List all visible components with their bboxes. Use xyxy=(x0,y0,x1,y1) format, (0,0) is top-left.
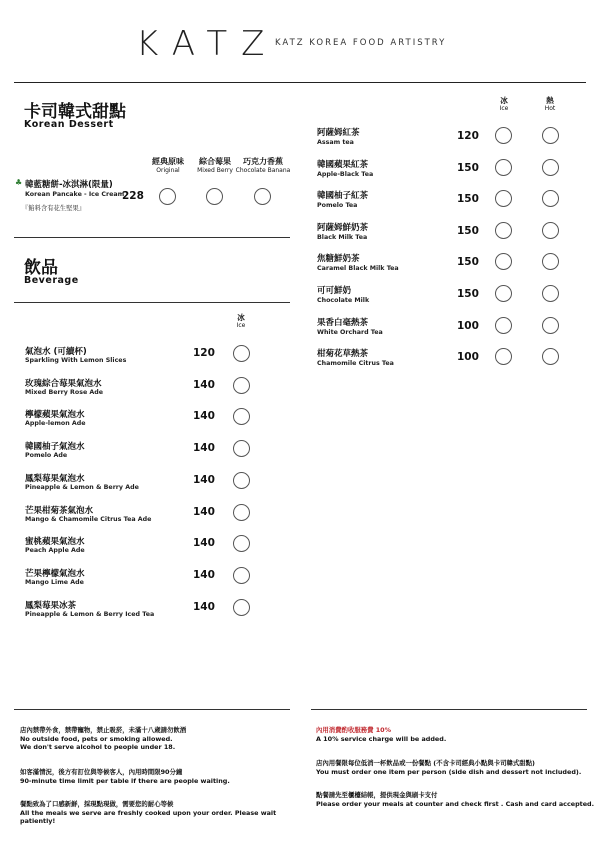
beverage-ice-checkbox[interactable] xyxy=(233,535,250,552)
dessert-item-en: Korean Pancake - Ice Cream xyxy=(25,191,125,198)
tea-name-en: Chocolate Milk xyxy=(317,297,370,304)
tea-name-cn: 焦糖鮮奶茶 xyxy=(317,254,360,265)
beverage-name-cn: 芒果檸檬氣泡水 xyxy=(25,568,85,579)
tea-name-cn: 韓國柚子紅茶 xyxy=(317,191,369,202)
beverage-name-en: Pineapple & Lemon & Berry Ade xyxy=(25,483,139,491)
beverage-ice-column-label: 冰 Ice xyxy=(236,313,246,329)
header-divider xyxy=(14,82,586,83)
dessert-item-note: 『餡料含有花生堅果』 xyxy=(22,205,85,212)
tea-ice-checkbox[interactable] xyxy=(495,348,512,365)
beverage-price: 140 xyxy=(193,410,215,423)
tea-name-cn: 阿薩姆紅茶 xyxy=(317,128,360,138)
beverage-name-cn: 氣泡水 (可續杯) xyxy=(25,347,87,357)
footer-divider-left xyxy=(14,709,290,710)
tea-name-en: Black Milk Tea xyxy=(317,233,368,241)
beverage-name-cn: 芒果柑菊茶氣泡水 xyxy=(25,505,94,516)
beverage-name-en: Mixed Berry Rose Ade xyxy=(25,388,104,396)
beverage-name-en: Sparkling With Lemon Slices xyxy=(25,357,127,364)
tea-hot-column-label: 熱 Hot xyxy=(544,96,556,112)
tea-name-cn: 可可鮮奶 xyxy=(317,286,352,296)
beverage-name-en: Peach Apple Ade xyxy=(25,547,85,555)
tea-ice-column-label: 冰 Ice xyxy=(499,96,509,112)
tea-price: 150 xyxy=(457,224,479,237)
tea-name-cn: 阿薩姆鮮奶茶 xyxy=(317,222,369,233)
notice-no-outside-food: 店內禁帶外食，禁帶寵物，禁止吸菸，未滿十八歲請勿飲酒 No outside food, pets or smoking allowed. We don't serve alcohol to people under 18. xyxy=(20,726,187,751)
tea-ice-checkbox[interactable] xyxy=(495,190,512,207)
beverage-name-cn: 韓國柚子氣泡水 xyxy=(25,442,85,453)
tea-name-cn: 韓國蘋果紅茶 xyxy=(317,159,369,170)
beverage-price: 140 xyxy=(193,568,215,581)
tea-price: 150 xyxy=(457,161,479,174)
beverage-price: 140 xyxy=(193,537,215,550)
beverage-name-en: Mango & Chamomile Citrus Tea Ade xyxy=(25,515,152,523)
beverage-name-en: Mango Lime Ade xyxy=(25,578,84,586)
notice-time-limit: 如客滿情況，後方有訂位與等候客人，內用時間限90分鐘 90-minute time limit per table if there are people waiting. xyxy=(20,768,230,785)
dessert-title-en: Korean Dessert xyxy=(24,119,114,130)
tea-price: 120 xyxy=(457,130,479,142)
tea-ice-checkbox[interactable] xyxy=(495,127,512,144)
option-label-chocolate-banana: 巧克力香蕉 Chocolate Banana xyxy=(235,157,291,174)
notice-fresh-cooked: 餐點致為了口感新鮮，採現點現做，需要您的耐心等候 All the meals we serve are freshly cooked upon your order. Please wait patiently! xyxy=(20,800,277,825)
beverage-name-en: Pineapple & Lemon & Berry Iced Tea xyxy=(25,610,155,618)
tea-price: 100 xyxy=(457,319,479,332)
section-divider xyxy=(14,237,290,238)
notice-service-charge: 內用消費酌收服務費 10% A 10% service charge will be added. xyxy=(316,726,447,743)
tea-ice-checkbox[interactable] xyxy=(495,253,512,270)
tea-hot-checkbox[interactable] xyxy=(542,127,559,144)
tea-hot-checkbox[interactable] xyxy=(542,348,559,365)
option-label-mixed-berry: 綜合莓果 Mixed Berry xyxy=(197,157,233,174)
beverage-price: 140 xyxy=(193,442,215,455)
beverage-name-en: Pomelo Ade xyxy=(25,452,68,460)
tea-hot-checkbox[interactable] xyxy=(542,285,559,302)
tea-name-cn: 柑菊花草熱茶 xyxy=(317,349,369,360)
beverage-name-en: Apple-lemon Ade xyxy=(25,420,86,428)
notice-minimum-order: 店內用餐限每位低消一杯飲品或一份餐點 (不含卡司經典小點與卡司韓式甜點) You must order one item per person (side dish and dessert not included). xyxy=(316,759,582,776)
tea-ice-checkbox[interactable] xyxy=(495,222,512,239)
tea-hot-checkbox[interactable] xyxy=(542,159,559,176)
beverage-price: 140 xyxy=(193,378,215,391)
section-divider xyxy=(14,302,290,303)
dessert-item-cn: 韓藍糖餅-冰淇淋(限量) xyxy=(25,180,113,190)
tea-price: 100 xyxy=(457,351,479,364)
dessert-title-cn: 卡司韓式甜點 xyxy=(24,102,126,122)
beverage-ice-checkbox[interactable] xyxy=(233,377,250,394)
beverage-ice-checkbox[interactable] xyxy=(233,567,250,584)
tea-ice-checkbox[interactable] xyxy=(495,285,512,302)
tea-name-en: Caramel Black Milk Tea xyxy=(317,265,399,273)
beverage-ice-checkbox[interactable] xyxy=(233,504,250,521)
tea-name-en: Chamomile Citrus Tea xyxy=(317,360,394,368)
beverage-name-cn: 檸檬蘋果氣泡水 xyxy=(25,410,85,421)
beverage-title-en: Beverage xyxy=(24,275,79,286)
dessert-price: 228 xyxy=(122,190,144,202)
tea-ice-checkbox[interactable] xyxy=(495,159,512,176)
option-mixed-berry-checkbox[interactable] xyxy=(206,188,223,205)
beverage-name-cn: 玫瑰綜合莓果氣泡水 xyxy=(25,378,102,389)
option-chocolate-banana-checkbox[interactable] xyxy=(254,188,271,205)
beverage-price: 140 xyxy=(193,473,215,486)
beverage-name-cn: 鳳梨莓果氣泡水 xyxy=(25,473,85,484)
leaf-icon: ♣ xyxy=(15,178,23,187)
tea-name-en: White Orchard Tea xyxy=(317,328,383,336)
tea-name-cn: 果香白毫熱茶 xyxy=(317,317,369,328)
notice-pay-at-counter: 點餐請先至櫃檯結帳，提供現金與刷卡支付 Please order your meals at counter and check first . Cash and card accepted. xyxy=(316,791,595,808)
beverage-ice-checkbox[interactable] xyxy=(233,472,250,489)
tea-price: 150 xyxy=(457,256,479,269)
tea-hot-checkbox[interactable] xyxy=(542,190,559,207)
beverage-price: 120 xyxy=(193,347,215,359)
brand-logo: KATZ xyxy=(136,24,279,64)
tea-hot-checkbox[interactable] xyxy=(542,222,559,239)
tea-hot-checkbox[interactable] xyxy=(542,253,559,270)
tea-name-en: Pomelo Tea xyxy=(317,202,358,210)
option-label-original: 經典原味 Original xyxy=(152,157,184,174)
option-original-checkbox[interactable] xyxy=(159,188,176,205)
beverage-ice-checkbox[interactable] xyxy=(233,408,250,425)
beverage-ice-checkbox[interactable] xyxy=(233,599,250,616)
tea-price: 150 xyxy=(457,288,479,300)
tea-price: 150 xyxy=(457,193,479,206)
beverage-price: 140 xyxy=(193,505,215,518)
brand-tagline: KATZ KOREA FOOD ARTISTRY xyxy=(275,38,447,48)
tea-name-en: Assam tea xyxy=(317,139,354,146)
footer-divider-right xyxy=(311,709,587,710)
tea-name-en: Apple-Black Tea xyxy=(317,170,374,178)
beverage-name-cn: 蜜桃蘋果氣泡水 xyxy=(25,537,85,548)
tea-hot-checkbox[interactable] xyxy=(542,317,559,334)
beverage-ice-checkbox[interactable] xyxy=(233,440,250,457)
beverage-title-cn: 飲品 xyxy=(24,258,58,278)
beverage-ice-checkbox[interactable] xyxy=(233,345,250,362)
tea-ice-checkbox[interactable] xyxy=(495,317,512,334)
beverage-name-cn: 鳳梨莓果冰茶 xyxy=(25,600,77,611)
beverage-price: 140 xyxy=(193,600,215,613)
